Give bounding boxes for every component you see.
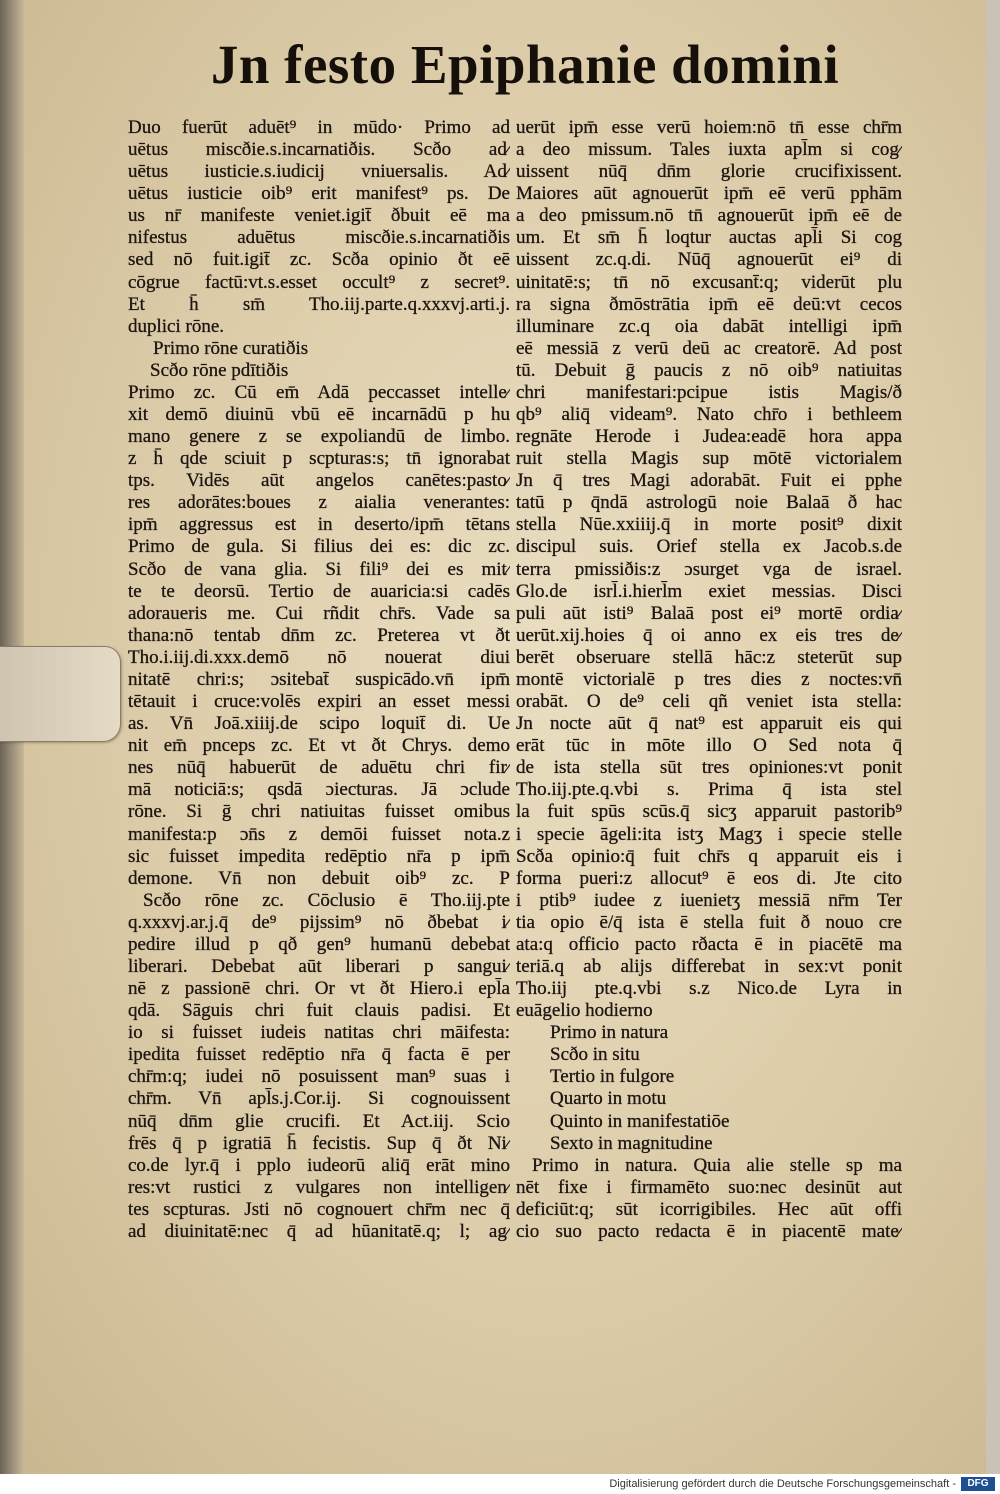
- text-line: Maiores aūt agnouerūt ipm̄ eē verū pphām: [516, 183, 902, 205]
- text-line: demone. Vn̄ non debuit oib⁹ zc. P: [128, 867, 510, 889]
- text-line: i specie āgeli:ita istʒ Magʒ i specie stelle: [516, 823, 902, 845]
- text-line: te te deorsū. Tertio de auaricia:si cadēs: [128, 580, 510, 602]
- list-item: Primo rōne curatiðis: [153, 337, 309, 359]
- text-line: res:vt rustici z vulgares non intelligen⁄: [128, 1176, 510, 1198]
- text-line: uētus iusticie.s.iudicij vniuersalis. Ad⁄: [128, 161, 510, 183]
- text-line: tia opio ē/q̄ ista ē stella fuit ð nouo cre: [516, 911, 902, 933]
- text-line: illuminare zc.q oia dabāt intelligi ipm̄: [516, 315, 902, 337]
- text-line: nitatē chri:s; ɔsitebat̄ suspicādo.vn̄ ipm̄: [128, 668, 510, 690]
- text-line: forma pueri:z allocut⁹ ē eos di. Jte cito: [516, 867, 902, 889]
- text-line: Duo fuerūt aduēt⁹ in mūdo· Primo ad: [128, 117, 510, 138]
- text-line: stella Nūe.xxiiij.q̄ in morte posit⁹ dixit: [516, 514, 902, 536]
- text-line: res adorātes:boues z aialia venerantes:: [128, 492, 510, 514]
- list-item: Scðo rōne pdītiðis: [150, 359, 289, 381]
- text-line: uerūt.xij.hoies q̄ oi anno ex eis tres de⁄: [516, 624, 902, 646]
- text-line: uinitatē:s; tn̄ nō excusant̄:q; viderūt plu: [516, 271, 902, 293]
- list-item: Sexto in magnitudine: [550, 1132, 713, 1154]
- text-line: Et h̄ sm̄ Tho.iij.parte.q.xxxvj.arti.j.: [128, 293, 510, 315]
- text-line: nes nūq̄ habuerūt de aduētu chri fir⁄: [128, 757, 510, 779]
- text-line: rōne. Si ḡ chri natiuitas fuisset omibus: [128, 801, 510, 823]
- text-line: erāt tūc in mōte illo O Sed nota q̄: [516, 735, 902, 757]
- text-line: ad diuinitatē:nec q̄ ad hūanitatē.q; l; ag⁄: [128, 1220, 510, 1242]
- text-line: tatū p q̄ndā astrologū noie Balaā ð hac: [516, 492, 902, 514]
- text-line: Scðo rōne zc. Cōclusio ē Tho.iij.pte: [143, 889, 510, 911]
- text-line: Primo zc. Cū em̄ Adā peccasset intelle⁄: [128, 381, 510, 403]
- text-line: nit em̄ pnceps zc. Et vt ðt Chrys. demo: [128, 735, 510, 757]
- text-line: i ptib⁹ iudee z iuenietʒ messiā nr̄m Ter: [516, 889, 902, 911]
- text-line: qb⁹ aliq̄ videam⁹. Nato chr̄o i bethleem: [516, 404, 902, 426]
- text-line: um. Et sm̄ h̄ loqtur auctas apl̄i Si cog: [516, 227, 902, 249]
- text-line: Scðo de vana glia. Si fili⁹ dei es mit⁄: [128, 558, 510, 580]
- text-line: Primo de gula. Si filius dei es: dic zc.: [128, 536, 510, 558]
- right-column: [516, 117, 902, 1243]
- text-line: la fuit spūs scūs.q̄ sicʒ apparuit pastorib⁹: [516, 801, 902, 823]
- text-line: chr̄m. Vn̄ apl̄s.j.Cor.ij. Si cognouissent: [128, 1088, 510, 1110]
- text-line: uerūt ipm̄ esse verū hoiem:nō tn̄ esse chr̄m: [516, 117, 902, 138]
- text-line: as. Vn̄ Joā.xiiij.de scipo loquit̄ di. Ue: [128, 713, 510, 735]
- text-line: mano genere z se expoliandū de limbo.: [128, 426, 510, 448]
- text-line: qdā. Sāguis chri fuit clauis padisi. Et: [128, 1000, 510, 1022]
- text-line: Scða opinio:q̄ fuit chr̄s q apparuit eis i: [516, 845, 902, 867]
- text-line: cio suo pacto redacta ē in piacentē mate⁄: [516, 1220, 902, 1242]
- list-item: Quarto in motu: [550, 1088, 667, 1110]
- text-line: xit demō diuinū vbū eē incarnādū p hu: [128, 404, 510, 426]
- text-line: adoraueris me. Cui rñdit chr̄s. Vade sa: [128, 602, 510, 624]
- text-line: Tho.iij.pte.q.vbi s. Prima q̄ ista stel: [516, 779, 902, 801]
- text-line: sed nō fuit.igit̄ zc. Scða opinio ðt eē: [128, 249, 510, 271]
- text-line: thana:nō tentab dn̄m zc. Preterea vt ðt: [128, 624, 510, 646]
- text-line: io si fuisset iudeis natitas chri māifesta:: [128, 1022, 510, 1044]
- text-line: frēs q̄ p igratiā h̄ fecistis. Sup q̄ ðt Ni⁄: [128, 1132, 510, 1154]
- footer-bar: [0, 1474, 1000, 1494]
- list-item: Quinto in manifestatiōe: [550, 1110, 730, 1132]
- text-line: discipul suis. Orief stella ex Jacob.s.de: [516, 536, 902, 558]
- text-line: regnāte Herode i Judea:eadē hora appa: [516, 426, 902, 448]
- text-line: duplici rōne.: [128, 315, 225, 337]
- list-item: Primo in natura: [550, 1022, 669, 1044]
- text-line: terra pmissiðis:z ɔsurget vga de israel.: [516, 558, 902, 580]
- text-line: euāgelio hodierno: [516, 1000, 653, 1022]
- text-line: uētus iusticie oib⁹ erit manifest⁹ ps. De: [128, 183, 510, 205]
- text-line: cōgrue factū:vt.s.esset occult⁹ z secret⁹.: [128, 271, 510, 293]
- text-line: chri manifestari:pcipue istis Magis/ð: [516, 381, 902, 403]
- text-line: puli aūt isti⁹ Balaā post ei⁹ mortē ordia⁄: [516, 602, 902, 624]
- text-line: nifestus aduētus miscðie.s.incarnatiðis: [128, 227, 510, 249]
- left-column: [128, 117, 510, 1243]
- footer-credit: Digitalisierung gefördert durch die Deutsche Forschungsgemeinschaft -: [609, 1478, 956, 1490]
- text-line: Tho.iij pte.q.vbi s.z Nico.de Lyra in: [516, 978, 902, 1000]
- text-line: teriā.q ab alijs differebat in sex:vt ponit: [516, 955, 902, 977]
- text-line: ipedita fuisset redēptio nr̄a q̄ facta ē per: [128, 1044, 510, 1066]
- text-line: tps. Vidēs aūt angelos canētes:pasto⁄: [128, 470, 510, 492]
- text-line: orabāt. O de⁹ celi qñ veniet ista stella:: [516, 691, 902, 713]
- text-line: Primo in natura. Quia alie stelle sp ma: [532, 1154, 902, 1176]
- text-line: Jn nocte aūt q̄ nat⁹ est apparuit eis qui: [516, 713, 902, 735]
- text-line: ata:q officio pacto rðacta ē in piacētē ma: [516, 933, 902, 955]
- text-line: uissent nūq̄ dn̄m glorie crucifixissent.: [516, 161, 902, 183]
- page-title: Jn festo Epiphanie domini: [210, 34, 840, 95]
- text-line: sic fuisset impedita redēptio nr̄a p ipm̄: [128, 845, 510, 867]
- text-line: deficiūt:q; sūt icorrigibiles. Hec aūt offi: [516, 1198, 902, 1220]
- text-line: uētus miscðie.s.incarnatiðis. Scðo ad⁄: [128, 139, 510, 161]
- text-line: mā noticiā:s; qsdā ɔiecturas. Jā ɔclude: [128, 779, 510, 801]
- text-line: chr̄m:q; iudei nō posuissent man⁹ suas i: [128, 1066, 510, 1088]
- text-line: q.xxxvj.ar.j.q̄ de⁹ pijssim⁹ nō ðbebat i⁄: [128, 911, 510, 933]
- text-line: a deo missum. Tales iuxta apl̄m si cog⁄: [516, 139, 902, 161]
- text-line: us nr̄ manifeste veniet.igit̄ ðbuit eē ma: [128, 205, 510, 227]
- text-line: nē z passionē chri. Or vt ðt Hiero.i epl̄a: [128, 978, 510, 1000]
- list-item: Tertio in fulgore: [550, 1066, 675, 1088]
- text-line: Tho.i.iij.di.xxx.demō nō nouerat diui: [128, 646, 510, 668]
- text-line: ipm̄ aggressus est in deserto/ipm̄ tētans: [128, 514, 510, 536]
- text-line: tū. Debuit ḡ paucis z nō oib⁹ natiuitas: [516, 359, 902, 381]
- text-line: Jn q̄ tres Magi adorabāt. Fuit ei pphe: [516, 470, 902, 492]
- text-line: pedire illud p qð gen⁹ humanū debebat: [128, 933, 510, 955]
- text-line: tētauit i cruce:volēs expiri an esset messi: [128, 691, 510, 713]
- text-line: Glo.de isrl̄.i.hierl̄m exiet messias. Disci: [516, 580, 902, 602]
- list-item: Scðo in situ: [550, 1044, 640, 1066]
- text-line: ruit stella Magis sup mōtē victorialem: [516, 448, 902, 470]
- text-line: tes scpturas. Jsti nō cognouert chr̄m nec q̄: [128, 1198, 510, 1220]
- text-line: nūq̄ dn̄m glie crucifi. Et Act.iij. Scio: [128, 1110, 510, 1132]
- text-line: nēt fixe i firmamēto suo:nec desinūt aut: [516, 1176, 902, 1198]
- text-line: uissent zc.q.di. Nūq̄ agnouerūt ei⁹ di: [516, 249, 902, 271]
- text-line: ra signa ðmōstrātia ipm̄ eē deū:vt cecos: [516, 293, 902, 315]
- text-line: z h̄ qde sciuit p scpturas:s; tn̄ ignorabat: [128, 448, 510, 470]
- text-line: de ista stella sūt tres opiniones:vt ponit: [516, 757, 902, 779]
- text-line: manifesta:p ɔn̄s z demōi fuisset nota.z: [128, 823, 510, 845]
- text-line: a deo pmissum.nō tn̄ agnouerūt ipm̄ eē de: [516, 205, 902, 227]
- text-line: liberari. Debebat aūt liberari p sangui⁄: [128, 955, 510, 977]
- text-line: montē victorialē p tres dies z noctes:vn̄: [516, 668, 902, 690]
- text-line: co.de lyr.q̄ i pplo iudeorū aliq̄ erāt mino: [128, 1154, 510, 1176]
- text-line: eē messiā z verū deū ac creatorē. Ad post: [516, 337, 902, 359]
- paper-slip-tab: [0, 646, 121, 742]
- text-line: berēt obseruare stellā hāc:z steterūt sup: [516, 646, 902, 668]
- dfg-logo: DFG: [961, 1477, 995, 1491]
